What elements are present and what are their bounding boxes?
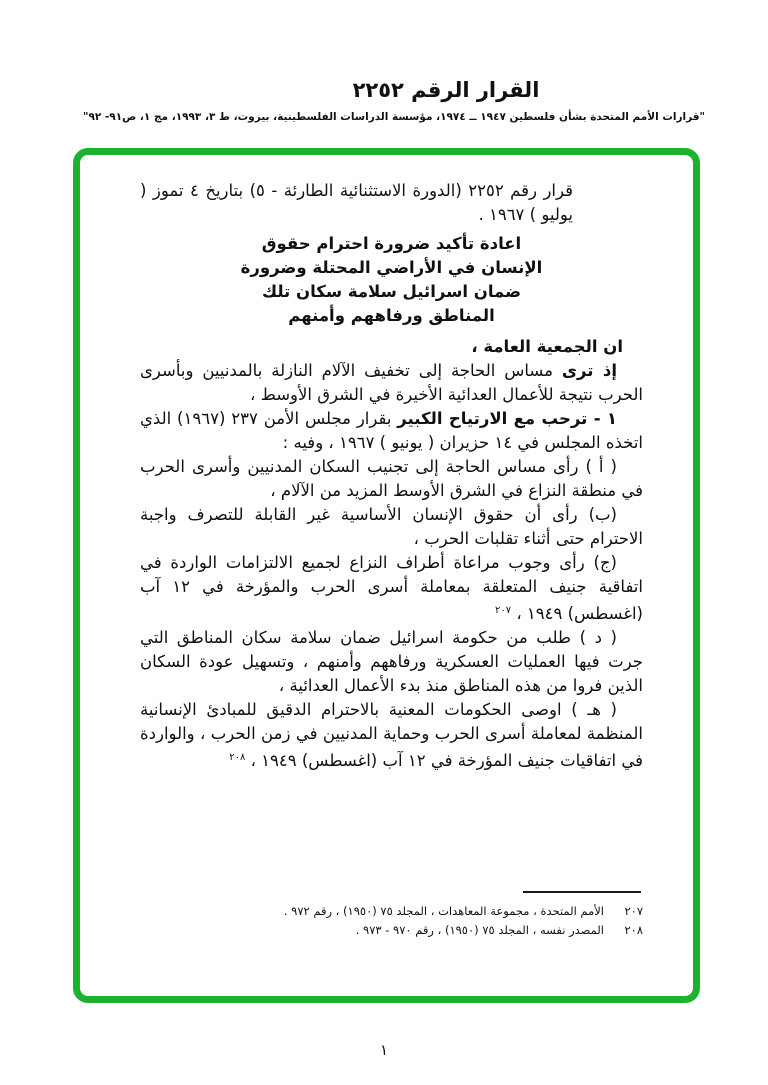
paragraph-a: ( أ ) رأى مساس الحاجة إلى تجنيب السكان المدنيين وأسرى الحرب في منطقة النزاع في الشرق الأوسط المزيد من الآلام ، — [140, 457, 643, 500]
heading-line-3: ضمان اسرائيل سلامة سكان تلك — [261, 282, 522, 301]
paragraph-1 — [140, 407, 643, 455]
paragraph-b: (ب) رأى أن حقوق الإنسان الأساسية غير القابلة للتصرف واجبة الاحترام حتى أثناء تقلبات الحرب ، — [140, 505, 643, 548]
highlight-border-box — [73, 148, 700, 1003]
paragraph-preamble — [140, 359, 643, 407]
paragraph-1-rest: بقرار مجلس الأمن ٢٣٧ (١٩٦٧) الذي اتخذه المجلس في ١٤ حزيران ( يونيو ) ١٩٦٧ ، وفيه : — [140, 409, 643, 452]
footnote-number: ٢٠٨ — [624, 923, 643, 937]
paragraph-preamble-rest: مساس الحاجة إلى تخفيف الآلام النازلة بالمدنيين وبأسرى الحرب نتيجة للأعمال العدائية الأخيرة في الشرق الأوسط ، — [140, 361, 643, 404]
paragraph-preamble-lead: إذ ترى — [561, 361, 617, 380]
footnote-ref-208: ٢٠٨ — [229, 752, 246, 763]
page-number: ١ — [379, 1041, 389, 1059]
footnote-text: المصدر نفسه ، المجلد ٧٥ (١٩٥٠) ، رقم ٩٧٠ - ٩٧٣ . — [355, 923, 604, 937]
heading-line-2: الإنسان في الأراضي المحتلة وضرورة — [240, 258, 543, 277]
resolution-text-body — [80, 155, 693, 773]
footnote-separator-line — [523, 891, 641, 893]
resolution-intro-paragraph: قرار رقم ٢٢٥٢ (الدورة الاستثنائية الطارئة - ٥) بتاريخ ٤ تموز ( يوليو ) ١٩٦٧ . — [140, 181, 573, 224]
opening-line-general-assembly: ان الجمعية العامة ، — [471, 337, 623, 356]
paragraph-e — [140, 698, 643, 773]
source-citation-line: "قرارات الأمم المتحدة بشأن فلسطين ١٩٤٧ ــ ١٩٧٤، مؤسسة الدراسات الفلسطينية، بيروت، ط ٣، ١٩٩٣، مج ١، ص٩١- ٩٢" — [82, 111, 706, 123]
heading-line-1: اعادة تأكيد ضرورة احترام حقوق — [261, 234, 522, 253]
resolution-heading — [140, 232, 643, 328]
document-title: القرار الرقم ٢٢٥٢ — [352, 78, 540, 102]
paragraph-e-text: ( هـ ) اوصى الحكومات المعنية بالاحترام الدقيق للمبادئ الإنسانية المنظمة لمعاملة أسرى الحرب وحماية المدنيين في زمن الحرب ، والواردة في اتفاقيات جنيف المؤرخة في ١٢ آب (اغسطس) ١٩٤٩ ، — [140, 700, 643, 770]
paragraph-c — [140, 551, 643, 626]
footnotes-section — [140, 891, 643, 940]
footnote-ref-207: ٢٠٧ — [494, 605, 512, 616]
paragraph-c-text: (ج) رأى وجوب مراعاة أطراف النزاع لجميع الالتزامات الواردة في اتفاقية جنيف المتعلقة بمعاملة أسرى الحرب والمؤرخة في ١٢ آب (اغسطس) ١٩٤٩ ، — [140, 553, 643, 623]
heading-line-4: المناطق ورفاههم وأمنهم — [288, 306, 495, 325]
paragraph-1-lead: ١ - ترحب مع الارتياح الكبير — [397, 409, 617, 428]
paragraph-d: ( د ) طلب من حكومة اسرائيل ضمان سلامة سكان المناطق التي جرت فيها العمليات العسكرية ورفاههم وأمنهم ، وتسهيل عودة السكان الذين فروا من هذه المناطق منذ بدء الأعمال العدائية ، — [140, 628, 643, 695]
footnote-row-208 — [140, 921, 643, 940]
footnote-row-207 — [140, 902, 643, 921]
footnote-text: الأمم المتحدة ، مجموعة المعاهدات ، المجلد ٧٥ (١٩٥٠) ، رقم ٩٧٢ . — [283, 904, 604, 918]
footnote-number: ٢٠٧ — [624, 904, 643, 918]
